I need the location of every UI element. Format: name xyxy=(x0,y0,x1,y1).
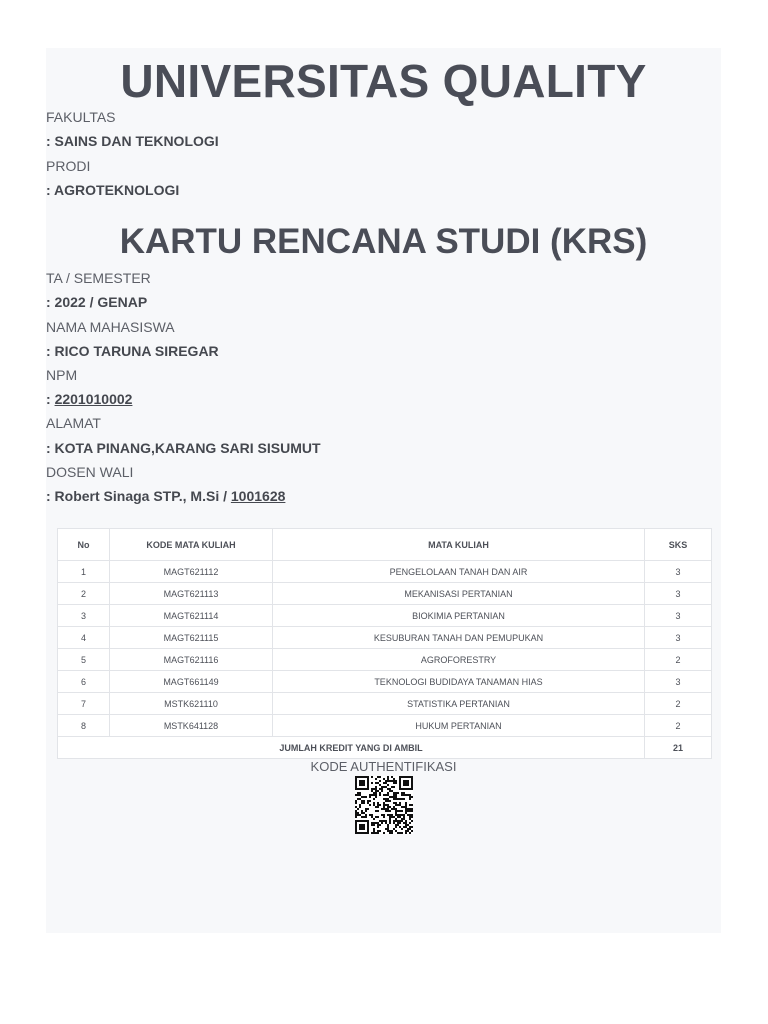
address-value: : KOTA PINANG,KARANG SARI SISUMUT xyxy=(46,440,321,456)
university-title: UNIVERSITAS QUALITY xyxy=(120,55,647,107)
table-row xyxy=(58,649,712,671)
prodi-value: : AGROTEKNOLOGI xyxy=(46,182,180,198)
row-sks: 2 xyxy=(645,649,712,671)
header-course: MATA KULIAH xyxy=(273,529,645,561)
npm-label: NPM xyxy=(46,367,78,383)
row-sks: 3 xyxy=(645,561,712,583)
course-table xyxy=(57,528,712,759)
row-sks: 3 xyxy=(645,583,712,605)
row-sks: 2 xyxy=(645,715,712,737)
semester-value: : 2022 / GENAP xyxy=(46,294,148,310)
row-code: MSTK641128 xyxy=(110,715,273,737)
row-no: 8 xyxy=(58,715,110,737)
total-value: 21 xyxy=(645,737,712,759)
row-no: 6 xyxy=(58,671,110,693)
row-code: MAGT661149 xyxy=(110,671,273,693)
table-row xyxy=(58,693,712,715)
row-no: 4 xyxy=(58,627,110,649)
row-code: MAGT621115 xyxy=(110,627,273,649)
row-code: MAGT621116 xyxy=(110,649,273,671)
row-code: MSTK621110 xyxy=(110,693,273,715)
row-course: KESUBURAN TANAH DAN PEMUPUKAN xyxy=(273,627,645,649)
header-no: No xyxy=(58,529,110,561)
advisor-name: : Robert Sinaga STP., M.Si / xyxy=(46,488,231,504)
row-course: PENGELOLAAN TANAH DAN AIR xyxy=(273,561,645,583)
semester-label: TA / SEMESTER xyxy=(46,270,151,286)
row-sks: 3 xyxy=(645,627,712,649)
total-row xyxy=(58,737,712,759)
header-code: KODE MATA KULIAH xyxy=(110,529,273,561)
student-name-label: NAMA MAHASISWA xyxy=(46,319,175,335)
row-no: 2 xyxy=(58,583,110,605)
krs-document xyxy=(46,48,721,933)
document-title: KARTU RENCANA STUDI (KRS) xyxy=(119,222,648,261)
total-label: JUMLAH KREDIT YANG DI AMBIL xyxy=(58,737,645,759)
table-row xyxy=(58,671,712,693)
table-header-row xyxy=(58,529,712,561)
row-no: 3 xyxy=(58,605,110,627)
npm-link[interactable]: 2201010002 xyxy=(54,391,133,407)
table-row xyxy=(58,715,712,737)
row-code: MAGT621114 xyxy=(110,605,273,627)
row-sks: 3 xyxy=(645,671,712,693)
advisor-row xyxy=(46,487,285,505)
row-course: BIOKIMIA PERTANIAN xyxy=(273,605,645,627)
npm-row xyxy=(46,390,132,408)
table-row xyxy=(58,605,712,627)
row-code: MAGT621112 xyxy=(110,561,273,583)
advisor-label: DOSEN WALI xyxy=(46,464,134,480)
row-no: 5 xyxy=(58,649,110,671)
row-course: AGROFORESTRY xyxy=(273,649,645,671)
row-course: STATISTIKA PERTANIAN xyxy=(273,693,645,715)
row-course: MEKANISASI PERTANIAN xyxy=(273,583,645,605)
prodi-label: PRODI xyxy=(46,158,91,174)
row-no: 1 xyxy=(58,561,110,583)
table-row xyxy=(58,561,712,583)
auth-code-label: KODE AUTHENTIFIKASI xyxy=(310,759,457,774)
header-sks: SKS xyxy=(645,529,712,561)
row-course: TEKNOLOGI BUDIDAYA TANAMAN HIAS xyxy=(273,671,645,693)
faculty-label: FAKULTAS xyxy=(46,109,116,125)
qr-code-icon xyxy=(355,776,413,834)
faculty-value: : SAINS DAN TEKNOLOGI xyxy=(46,133,219,149)
advisor-id-link[interactable]: 1001628 xyxy=(230,488,286,504)
address-label: ALAMAT xyxy=(46,415,101,431)
table-row xyxy=(58,583,712,605)
row-sks: 2 xyxy=(645,693,712,715)
student-name-value: : RICO TARUNA SIREGAR xyxy=(46,343,219,359)
row-course: HUKUM PERTANIAN xyxy=(273,715,645,737)
npm-prefix: : xyxy=(46,391,55,407)
row-sks: 3 xyxy=(645,605,712,627)
row-no: 7 xyxy=(58,693,110,715)
table-row xyxy=(58,627,712,649)
row-code: MAGT621113 xyxy=(110,583,273,605)
